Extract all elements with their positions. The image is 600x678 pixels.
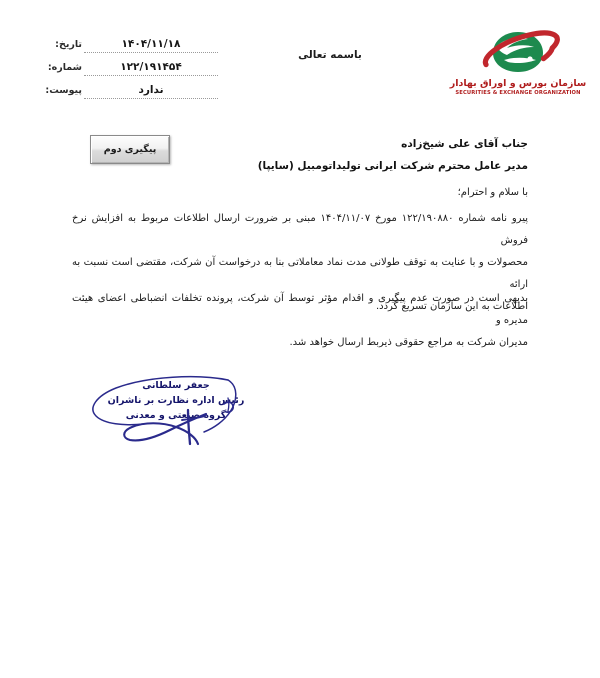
number-value: ۱۲۲/۱۹۱۴۵۴: [120, 61, 182, 73]
attachment-value: ندارد: [138, 84, 164, 96]
signer-title: رئیس اداره نظارت بر ناشران: [107, 395, 245, 406]
document-meta-block: [36, 32, 218, 101]
meta-row-attachment: [36, 78, 218, 99]
paragraph-1-line-1: پیرو نامه شماره ۱۲۲/۱۹۰۸۸۰ مورخ ۱۴۰۴/۱۱/۰۷ مبنی بر ضرورت ارسال اطلاعات مربوط به افزایش نرخ فروش: [72, 213, 528, 246]
followup-stamp-button[interactable]: پیگیری دوم: [90, 135, 170, 164]
recipient-block: [108, 133, 528, 177]
seo-globe-icon: [444, 26, 592, 78]
body-paragraph-2: [72, 288, 528, 354]
recipient-title: مدیر عامل محترم شرکت ایرانی تولیداتومبیل (سایپا): [257, 160, 528, 172]
date-label: تاریخ:: [55, 39, 82, 50]
paragraph-1-line-3: اطلاعات به این سازمان تسریع گردد.: [375, 301, 528, 312]
attachment-value-field: [84, 78, 218, 99]
paragraph-2-line-1: بدیهی است در صورت عدم پیگیری و اقدام مؤثر توسط آن شرکت، پرونده تخلفات انضباطی اعضای هیئت مدیره و: [72, 293, 528, 326]
salutation-text: با سلام و احترام؛: [457, 187, 528, 198]
recipient-name: جناب آقای علی شیخ‌زاده: [401, 138, 528, 150]
date-value-field: [84, 32, 218, 53]
number-value-field: [84, 55, 218, 76]
meta-row-number: [36, 55, 218, 76]
date-value: ۱۴۰۴/۱۱/۱۸: [121, 38, 181, 50]
logo-name-en: SECURITIES & EXCHANGE ORGANIZATION: [455, 90, 581, 97]
number-label: شماره:: [47, 62, 82, 73]
signer-name: جعفر سلطانی: [142, 380, 210, 391]
signer-department: گروه صنعتی و معدنی: [125, 410, 227, 421]
meta-row-date: [36, 32, 218, 53]
paragraph-1-line-2: محصولات و با عنایت به توقف طولانی مدت نماد معاملاتی بنا به درخواست آن شرکت، مقتضی است نسبت به ارائه: [72, 257, 528, 290]
logo-name-fa: سازمان بورس و اوراق بهادار: [449, 78, 587, 89]
letter-header: [0, 0, 600, 112]
basmala-text: باسمه تعالی: [298, 49, 362, 61]
signature-block: [84, 378, 268, 448]
attachment-label: پیوست:: [45, 85, 82, 96]
organization-logo: [444, 26, 592, 97]
signature-text: [84, 378, 268, 423]
paragraph-2-line-2: مدیران شرکت به مراجع حقوقی ذیربط ارسال خواهد شد.: [289, 337, 528, 348]
